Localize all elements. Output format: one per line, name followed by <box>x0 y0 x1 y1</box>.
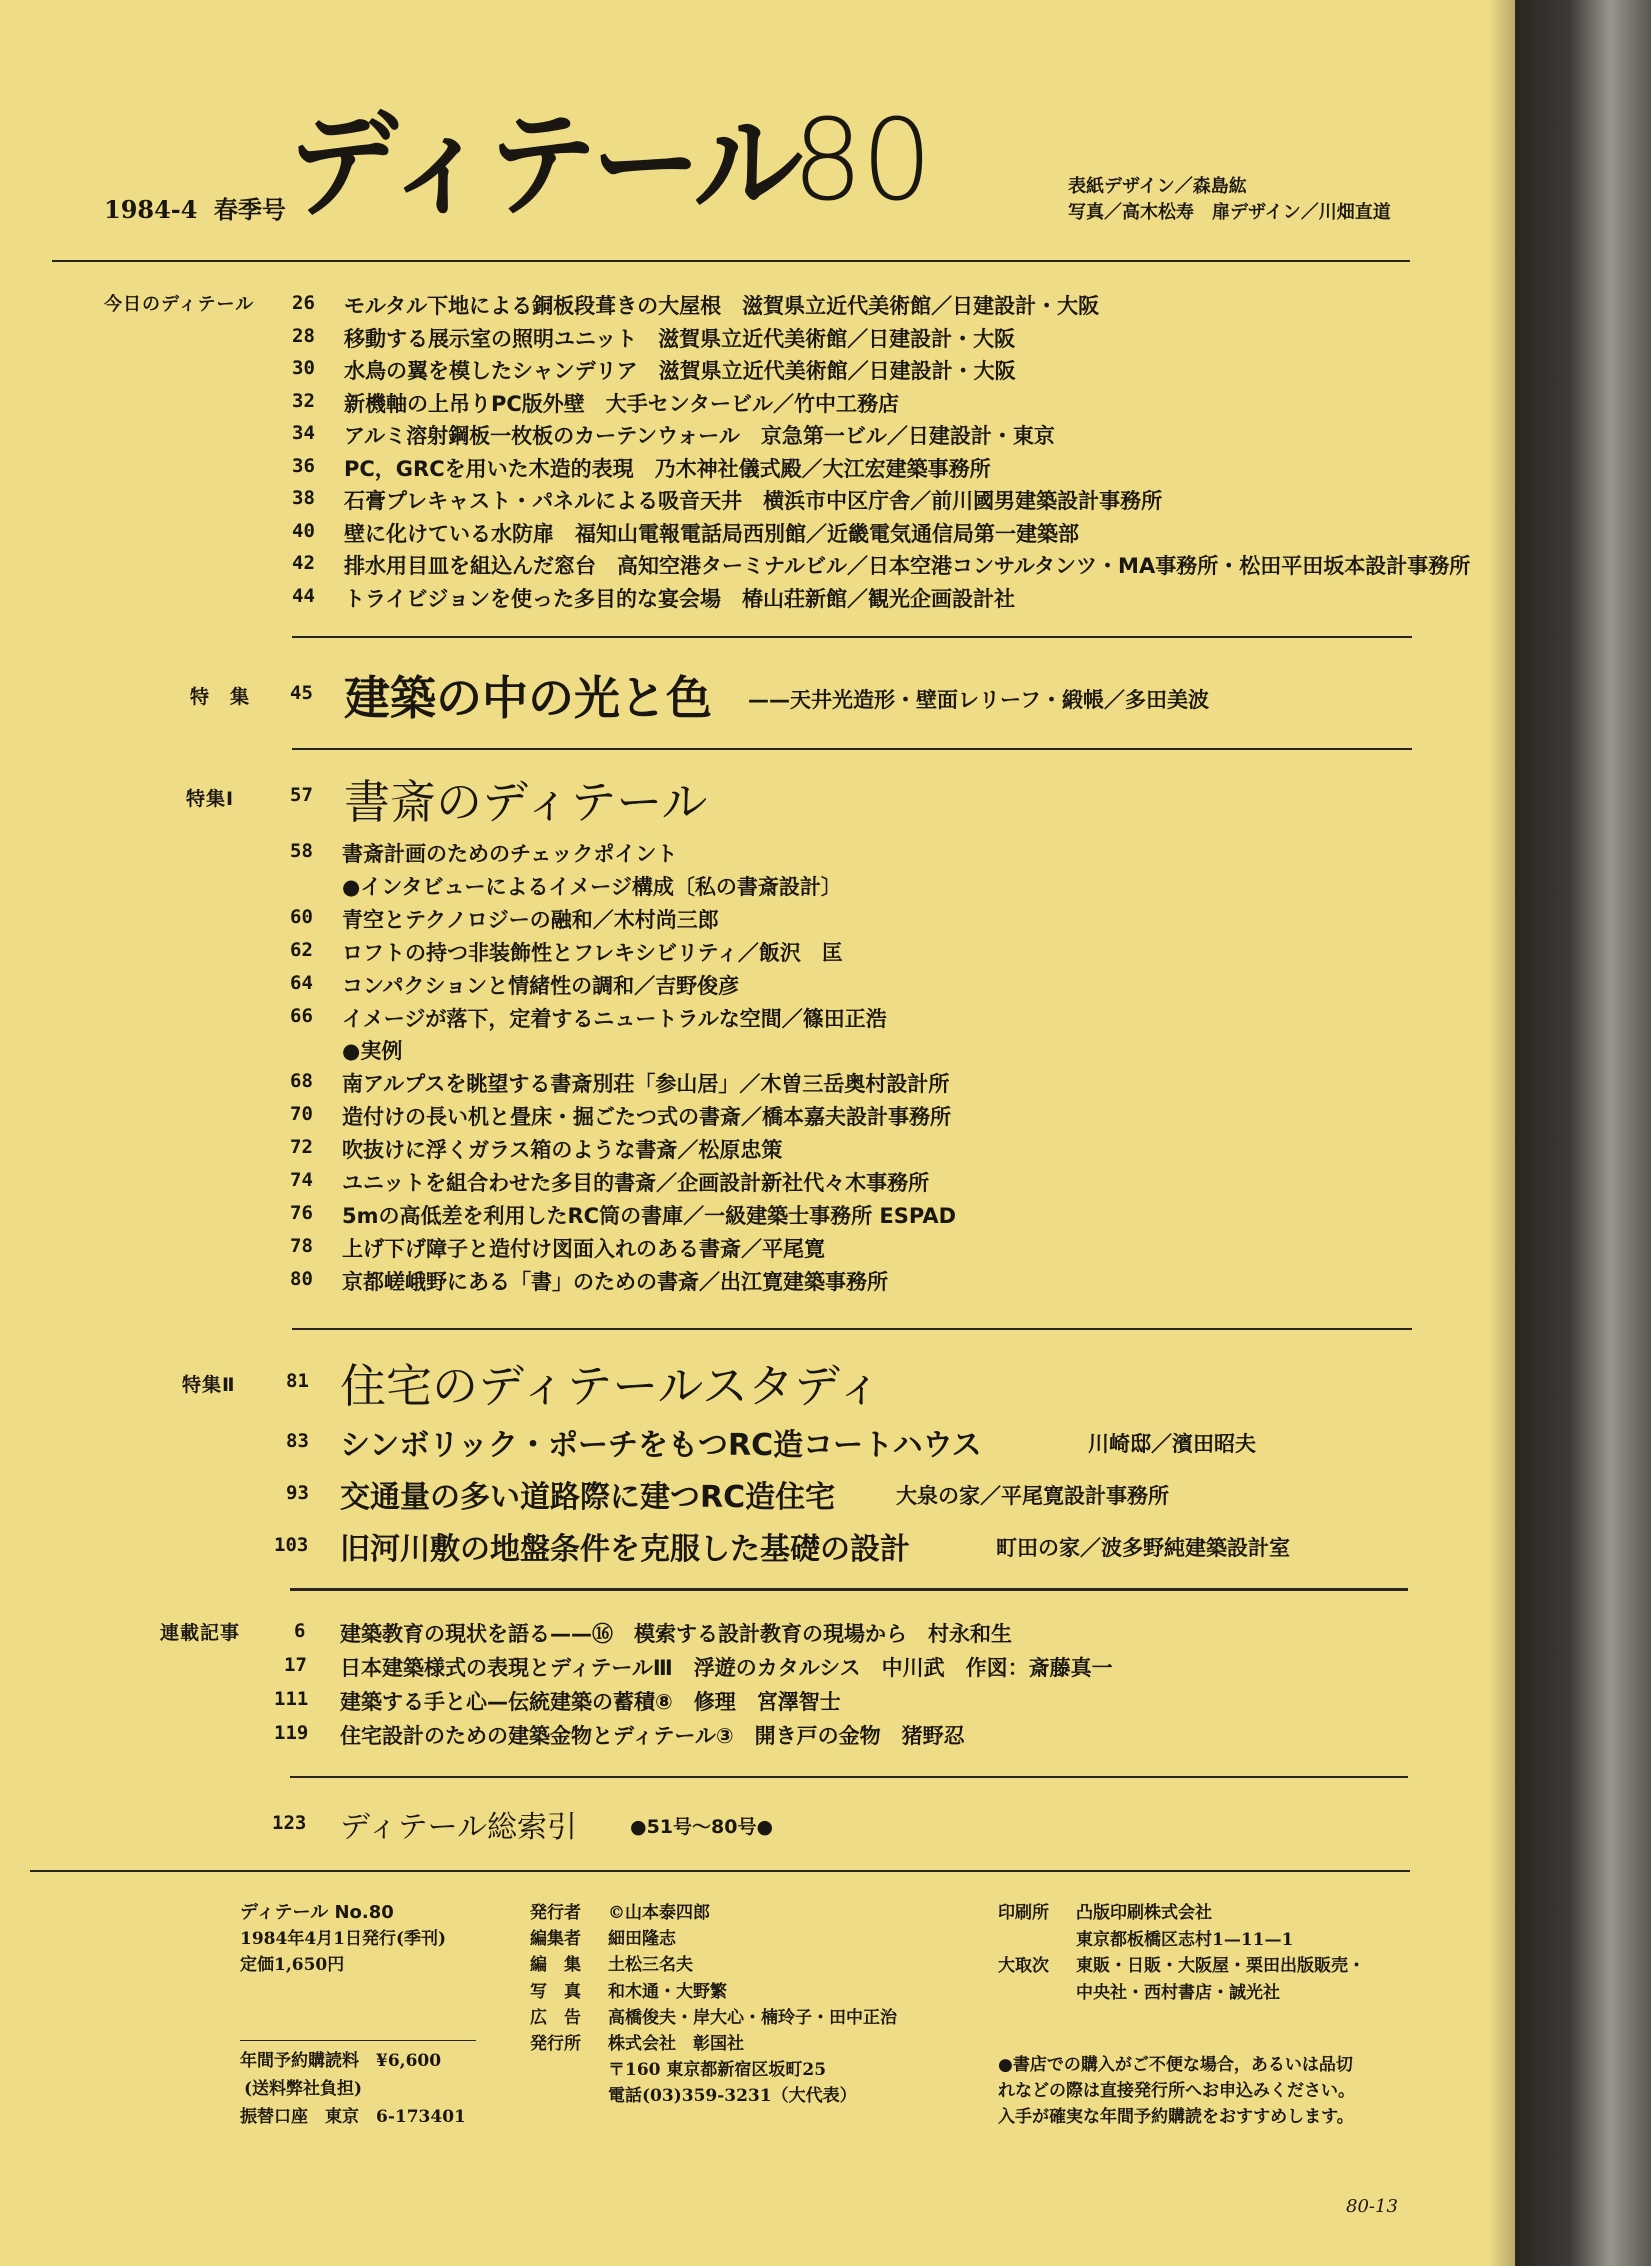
staff-role: 編 集 <box>530 1955 581 1975</box>
tokushu1-article-title: ●実例 <box>342 1039 403 1063</box>
today-article-title: モルタル下地による銅板段葺きの大屋根 滋賀県立近代美術館／日建設計・大阪 <box>344 294 1100 318</box>
rule-4 <box>290 1588 1408 1591</box>
page-edges <box>1515 0 1651 2266</box>
staff-row <box>530 1924 676 1949</box>
tokushu1-article-title: 書斎計画のためのチェックポイント <box>342 842 678 866</box>
page-folio: 80-13 <box>1346 2196 1398 2217</box>
issue-number: 80 <box>792 96 931 226</box>
printer-row <box>998 1898 1212 1923</box>
staff-value: 電話(03)359-3231（大代表） <box>608 2086 857 2106</box>
tokushu1-page-number: 76 <box>290 1202 313 1224</box>
today-article-title: 壁に化けている水防扉 福知山電報電話局西別館／近畿電気通信局第一建築部 <box>344 522 1079 546</box>
date-text: 1984-4 <box>104 195 198 224</box>
today-page-number: 32 <box>292 390 315 412</box>
printer-value: 東京都板橋区志村1—11—1 <box>1076 1930 1294 1950</box>
colophon-small-rule <box>240 2040 476 2041</box>
today-page-number: 44 <box>292 585 315 607</box>
binding-shadow <box>1488 0 1518 2266</box>
serial-page-number: 111 <box>274 1688 309 1710</box>
tokushu1-article-title: コンパクションと情緒性の調和／吉野俊彦 <box>342 974 740 998</box>
printer-row <box>998 1951 1365 1976</box>
staff-role: 編集者 <box>530 1929 581 1949</box>
tokushu1-article-title: ●インタビューによるイメージ構成〔私の書斎設計〕 <box>342 875 842 899</box>
staff-value: ©山本泰四郎 <box>608 1903 710 1923</box>
masthead-title: ディテール <box>288 97 797 232</box>
tokushu1-article-title: ユニットを組合わせた多目的書斎／企画設計新社代々木事務所 <box>342 1171 930 1195</box>
today-article-title: 石膏プレキャスト・パネルによる吸音天井 横浜市中区庁舎／前川國男建築設計事務所 <box>344 489 1163 513</box>
serial-page-number: 119 <box>274 1722 309 1744</box>
tokushu1-label: 特集Ⅰ <box>186 788 235 810</box>
staff-role: 広 告 <box>530 2008 581 2028</box>
cover-credit: 表紙デザイン／森島紘 <box>1068 176 1247 197</box>
staff-value: 高橋俊夫・岸大心・楠玲子・田中正治 <box>608 2008 897 2028</box>
today-page-number: 30 <box>292 357 315 379</box>
tokushu2-article-credit: 町田の家／波多野純建築設計室 <box>996 1536 1290 1560</box>
tokushu1-page-number: 64 <box>290 972 313 994</box>
staff-role: 写 真 <box>530 1982 581 2002</box>
serial-article-title: 建築する手と心—伝統建築の蓄積⑧ 修理 宮澤智士 <box>340 1690 841 1714</box>
tokushu1-article-title: 造付けの長い机と畳床・掘ごたつ式の書斎／橋本嘉夫設計事務所 <box>342 1105 951 1129</box>
printer-role: 大取次 <box>998 1956 1049 1976</box>
staff-value: 細田隆志 <box>608 1929 676 1949</box>
staff-row <box>530 2055 826 2080</box>
staff-role: 発行所 <box>530 2034 581 2054</box>
tokushu-label: 特 集 <box>190 686 251 708</box>
tokushu-page: 45 <box>290 682 313 704</box>
staff-role: 発行者 <box>530 1903 581 1923</box>
subscription-shipping: (送料弊社負担) <box>244 2079 363 2099</box>
today-article-title: 排水用目皿を組込んだ窓台 高知空港ターミナルビル／日本空港コンサルタンツ・MA事務所・松田平田坂本設計事務所 <box>344 554 1471 578</box>
tokushu1-page: 57 <box>290 784 313 806</box>
tokushu1-page-number: 80 <box>290 1268 313 1290</box>
subscription-fee: 年間予約購読料 ¥6,600 <box>240 2051 442 2071</box>
tokushu1-page-number: 72 <box>290 1136 313 1158</box>
photo-credit: 写真／高木松寿 扉デザイン／川畑直道 <box>1068 202 1391 223</box>
tokushu-title: 建築の中の光と色 <box>344 671 712 725</box>
index-title: ディテール総索引 <box>340 1810 577 1845</box>
tokushu1-article-title: 5mの高低差を利用したRC筒の書庫／一級建築士事務所 ESPAD <box>342 1204 957 1228</box>
printer-value: 中央社・西村書店・誠光社 <box>1076 1983 1280 2003</box>
today-article-title: トライビジョンを使った多目的な宴会場 椿山荘新館／観光企画設計社 <box>344 587 1015 611</box>
today-article-title: 水鳥の翼を模したシャンデリア 滋賀県立近代美術館／日建設計・大阪 <box>344 359 1016 383</box>
today-page-number: 40 <box>292 520 315 542</box>
today-page-number: 42 <box>292 552 315 574</box>
printer-value: 東販・日販・大阪屋・栗田出版販売・ <box>1076 1956 1365 1976</box>
today-page-number: 34 <box>292 422 315 444</box>
tokushu1-article-title: 京都嵯峨野にある「書」のための書斎／出江寛建築事務所 <box>342 1270 888 1294</box>
tokushu2-article-title: シンボリック・ポーチをもつRC造コートハウス <box>340 1428 982 1463</box>
serial-article-title: 建築教育の現状を語る——⑯ 模索する設計教育の現場から 村永和生 <box>340 1622 1012 1646</box>
today-article-title: PC，GRCを用いた木造的表現 乃木神社儀式殿／大江宏建築事務所 <box>344 457 991 481</box>
tokushu2-label: 特集Ⅱ <box>182 1374 236 1396</box>
printer-row <box>998 1925 1293 1950</box>
tokushu2-article-credit: 大泉の家／平尾寛設計事務所 <box>896 1484 1169 1508</box>
tokushu1-page-number: 58 <box>290 840 313 862</box>
index-range: ●51号～80号● <box>630 1816 774 1838</box>
header-rule <box>52 260 1410 262</box>
tokushu1-article-title: ロフトの持つ非装飾性とフレキシビリティ／飯沢 匡 <box>342 941 843 965</box>
tokushu2-article-title: 旧河川敷の地盤条件を克服した基礎の設計 <box>340 1532 910 1567</box>
postal-account: 振替口座 東京 6-173401 <box>240 2107 466 2127</box>
today-page-number: 38 <box>292 487 315 509</box>
printer-value: 凸版印刷株式会社 <box>1076 1903 1212 1923</box>
staff-row <box>530 2029 744 2054</box>
staff-row <box>530 1898 710 1923</box>
today-page-number: 28 <box>292 325 315 347</box>
colophon-magazine: ディテール No.80 <box>240 1902 394 1923</box>
order-note-2: れなどの際は直接発行所へお申込みください。 <box>998 2081 1355 2101</box>
tokushu1-title: 書斎のディテール <box>344 775 708 829</box>
printer-row <box>998 1978 1280 2003</box>
staff-value: 土松三名夫 <box>608 1955 693 1975</box>
today-page-number: 26 <box>292 292 315 314</box>
staff-row <box>530 2081 857 2106</box>
tokushu1-article-title: 南アルプスを眺望する書斎別荘「参山居」／木曽三岳奥村設計所 <box>342 1072 950 1096</box>
serial-article-title: 住宅設計のための建築金物とディテール③ 開き戸の金物 猪野忍 <box>340 1724 965 1748</box>
serial-page-number: 17 <box>284 1654 307 1676</box>
rule-1 <box>292 636 1412 638</box>
issue-date <box>104 190 286 225</box>
tokushu2-article-credit: 川崎邸／濱田昭夫 <box>1088 1432 1256 1456</box>
tokushu1-page-number: 62 <box>290 939 313 961</box>
tokushu2-title: 住宅のディテールスタディ <box>340 1359 883 1413</box>
staff-row <box>530 1950 693 1975</box>
tokushu1-page-number: 66 <box>290 1005 313 1027</box>
today-article-title: アルミ溶射鋼板一枚板のカーテンウォール 京急第一ビル／日建設計・東京 <box>344 424 1055 448</box>
today-article-title: 新機軸の上吊りPC版外壁 大手センタービル／竹中工務店 <box>344 392 899 416</box>
tokushu2-page-number: 103 <box>274 1534 309 1556</box>
tokushu2-page: 81 <box>286 1370 309 1392</box>
today-page-number: 36 <box>292 455 315 477</box>
tokushu2-page-number: 83 <box>286 1430 309 1452</box>
tokushu1-article-title: イメージが落下，定着するニュートラルな空間／篠田正浩 <box>342 1007 887 1031</box>
tokushu2-page-number: 93 <box>286 1482 309 1504</box>
tokushu1-article-title: 上げ下げ障子と造付け図面入れのある書斎／平尾寛 <box>342 1237 825 1261</box>
staff-row <box>530 2003 897 2028</box>
rule-3 <box>292 1328 1412 1330</box>
colophon-price: 定価1,650円 <box>240 1955 345 1975</box>
today-article-title: 移動する展示室の照明ユニット 滋賀県立近代美術館／日建設計・大阪 <box>344 327 1016 351</box>
staff-value: 〒160 東京都新宿区坂町25 <box>608 2060 827 2080</box>
tokushu1-page-number: 78 <box>290 1235 313 1257</box>
tokushu1-page-number: 74 <box>290 1169 313 1191</box>
tokushu1-page-number: 60 <box>290 906 313 928</box>
tokushu1-article-title: 吹抜けに浮くガラス箱のような書斎／松原忠策 <box>342 1138 783 1162</box>
tokushu1-article-title: 青空とテクノロジーの融和／木村尚三郎 <box>342 908 719 932</box>
serial-page-number: 6 <box>294 1620 306 1642</box>
serial-label: 連載記事 <box>160 1622 241 1644</box>
season-text: 春季号 <box>213 195 286 224</box>
tokushu1-page-number: 68 <box>290 1070 313 1092</box>
rule-2 <box>292 748 1412 750</box>
colophon-issued: 1984年4月1日発行(季刊) <box>240 1929 447 1949</box>
staff-value: 株式会社 彰国社 <box>608 2034 744 2054</box>
order-note-1: ●書店での購入がご不便な場合，あるいは品切 <box>998 2055 1353 2075</box>
tokushu-sub: ——天井光造形・壁面レリーフ・緞帳／多田美波 <box>748 688 1209 712</box>
printer-role: 印刷所 <box>998 1903 1049 1923</box>
staff-row <box>530 1977 727 2002</box>
tokushu2-article-title: 交通量の多い道路際に建つRC造住宅 <box>340 1480 836 1515</box>
today-label: 今日のディテール <box>104 294 255 315</box>
order-note-3: 入手が確実な年間予約購読をおすすめします。 <box>998 2107 1354 2127</box>
tokushu1-page-number: 70 <box>290 1103 313 1125</box>
rule-5 <box>290 1776 1408 1778</box>
serial-article-title: 日本建築様式の表現とディテールⅢ 浮遊のカタルシス 中川武 作図：斎藤真一 <box>340 1656 1113 1680</box>
index-page: 123 <box>272 1812 307 1834</box>
colophon-rule <box>30 1870 1410 1872</box>
staff-value: 和木通・大野繁 <box>608 1982 727 2002</box>
